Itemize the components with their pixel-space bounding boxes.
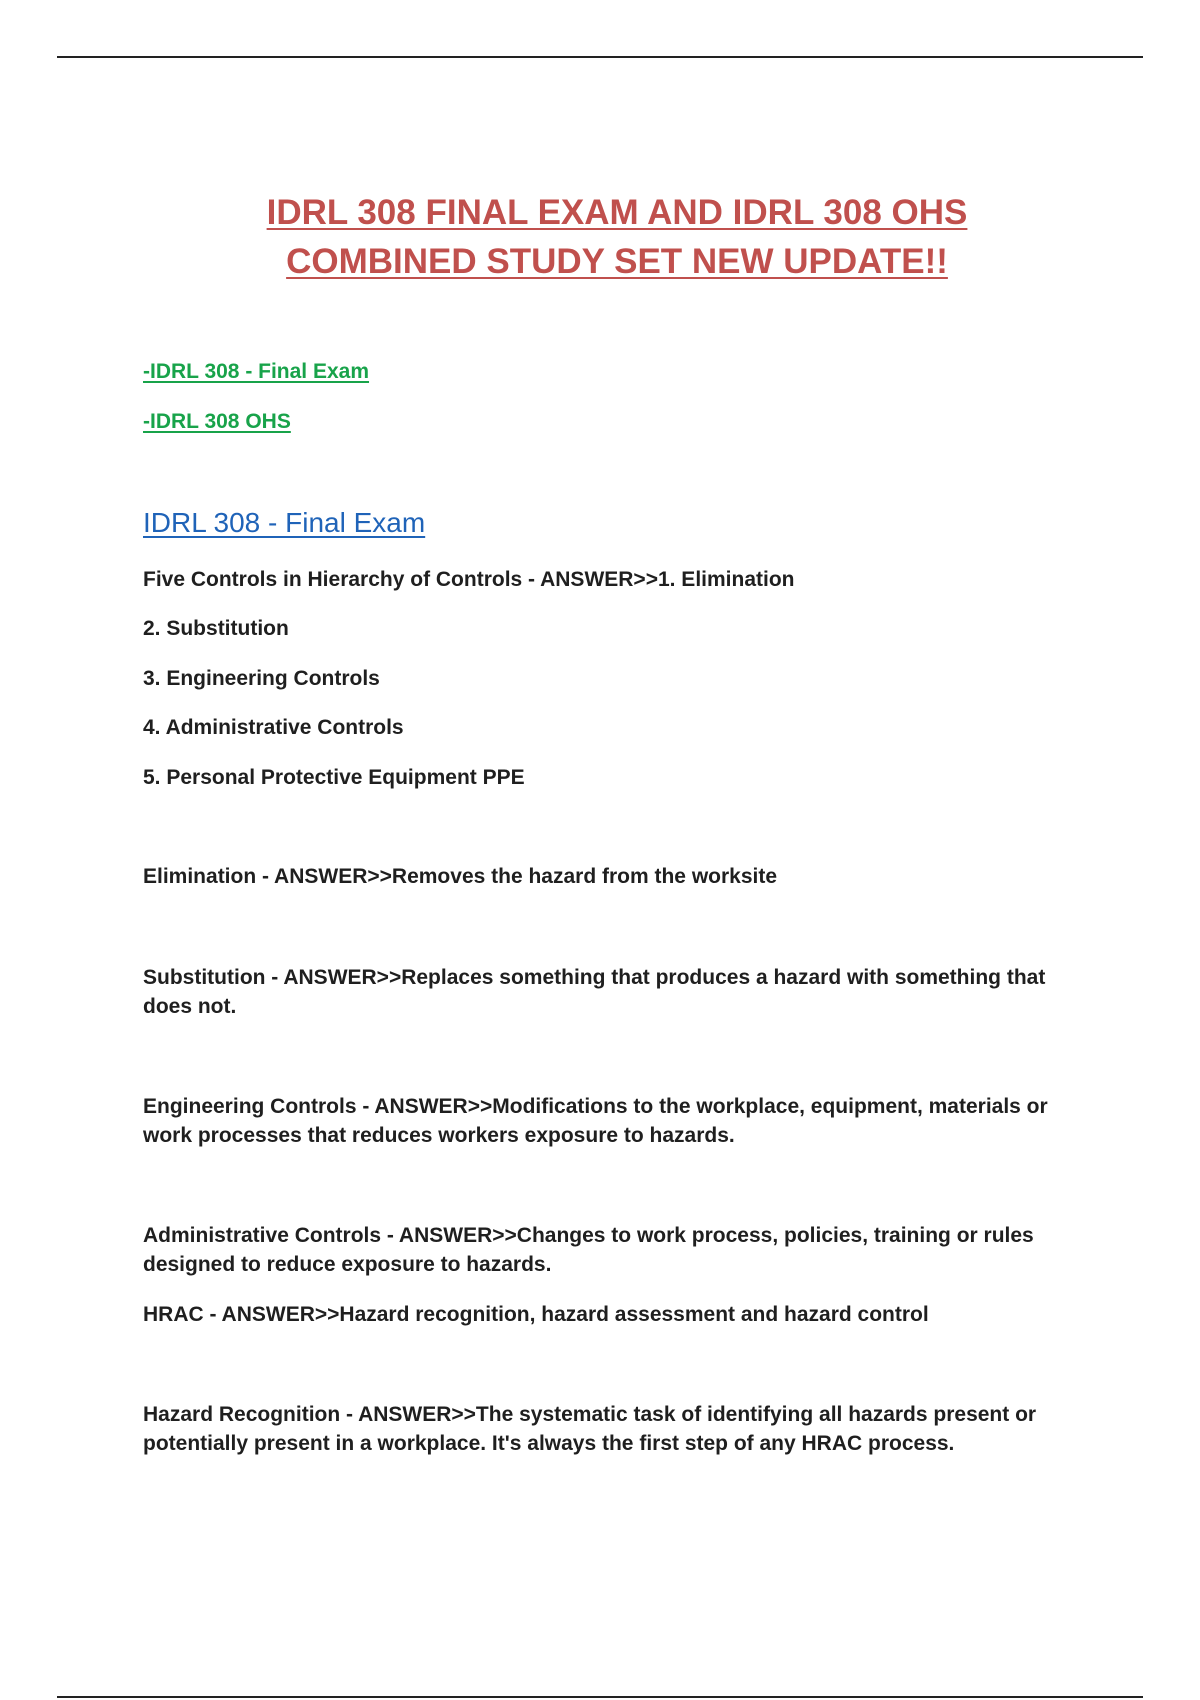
header-rule xyxy=(57,56,1143,58)
document-title-line-2: COMBINED STUDY SET NEW UPDATE!! xyxy=(286,242,948,281)
qa-list-item-administrative-controls: 4. Administrative Controls xyxy=(143,716,404,739)
qa-entry-engineering-controls: Engineering Controls - ANSWER>>Modifications to the workplace, equipment, materials or work processes that reduces workers exposure to hazards. xyxy=(143,1095,1048,1147)
document-title xyxy=(0,188,1200,286)
qa-list-item-ppe: 5. Personal Protective Equipment PPE xyxy=(143,766,525,789)
qa-entry-hierarchy-of-controls: Five Controls in Hierarchy of Controls - ANSWER>>1. Elimination xyxy=(143,568,795,591)
document-title-line-1: IDRL 308 FINAL EXAM AND IDRL 308 OHS xyxy=(266,193,968,232)
qa-entry-elimination: Elimination - ANSWER>>Removes the hazard from the worksite xyxy=(143,865,778,888)
qa-entry-hazard-recognition: Hazard Recognition - ANSWER>>The systematic task of identifying all hazards present or potentially present in a workplace. It's always the first step of any HRAC process. xyxy=(143,1403,1037,1455)
qa-entry-hrac: HRAC - ANSWER>>Hazard recognition, hazard assessment and hazard control xyxy=(143,1303,929,1326)
toc-link-ohs[interactable]: -IDRL 308 OHS xyxy=(143,410,291,433)
footer-rule xyxy=(57,1696,1143,1698)
qa-list-item-engineering-controls: 3. Engineering Controls xyxy=(143,667,380,690)
qa-entry-administrative-controls: Administrative Controls - ANSWER>>Changes to work process, policies, training or rules designed to reduce exposure to hazards. xyxy=(143,1224,1034,1276)
toc-link-final-exam[interactable]: -IDRL 308 - Final Exam xyxy=(143,360,370,383)
qa-list-item-substitution: 2. Substitution xyxy=(143,617,289,640)
section-heading-final-exam: IDRL 308 - Final Exam xyxy=(143,507,426,538)
qa-entry-substitution: Substitution - ANSWER>>Replaces something that produces a hazard with something that does not. xyxy=(143,966,1046,1018)
